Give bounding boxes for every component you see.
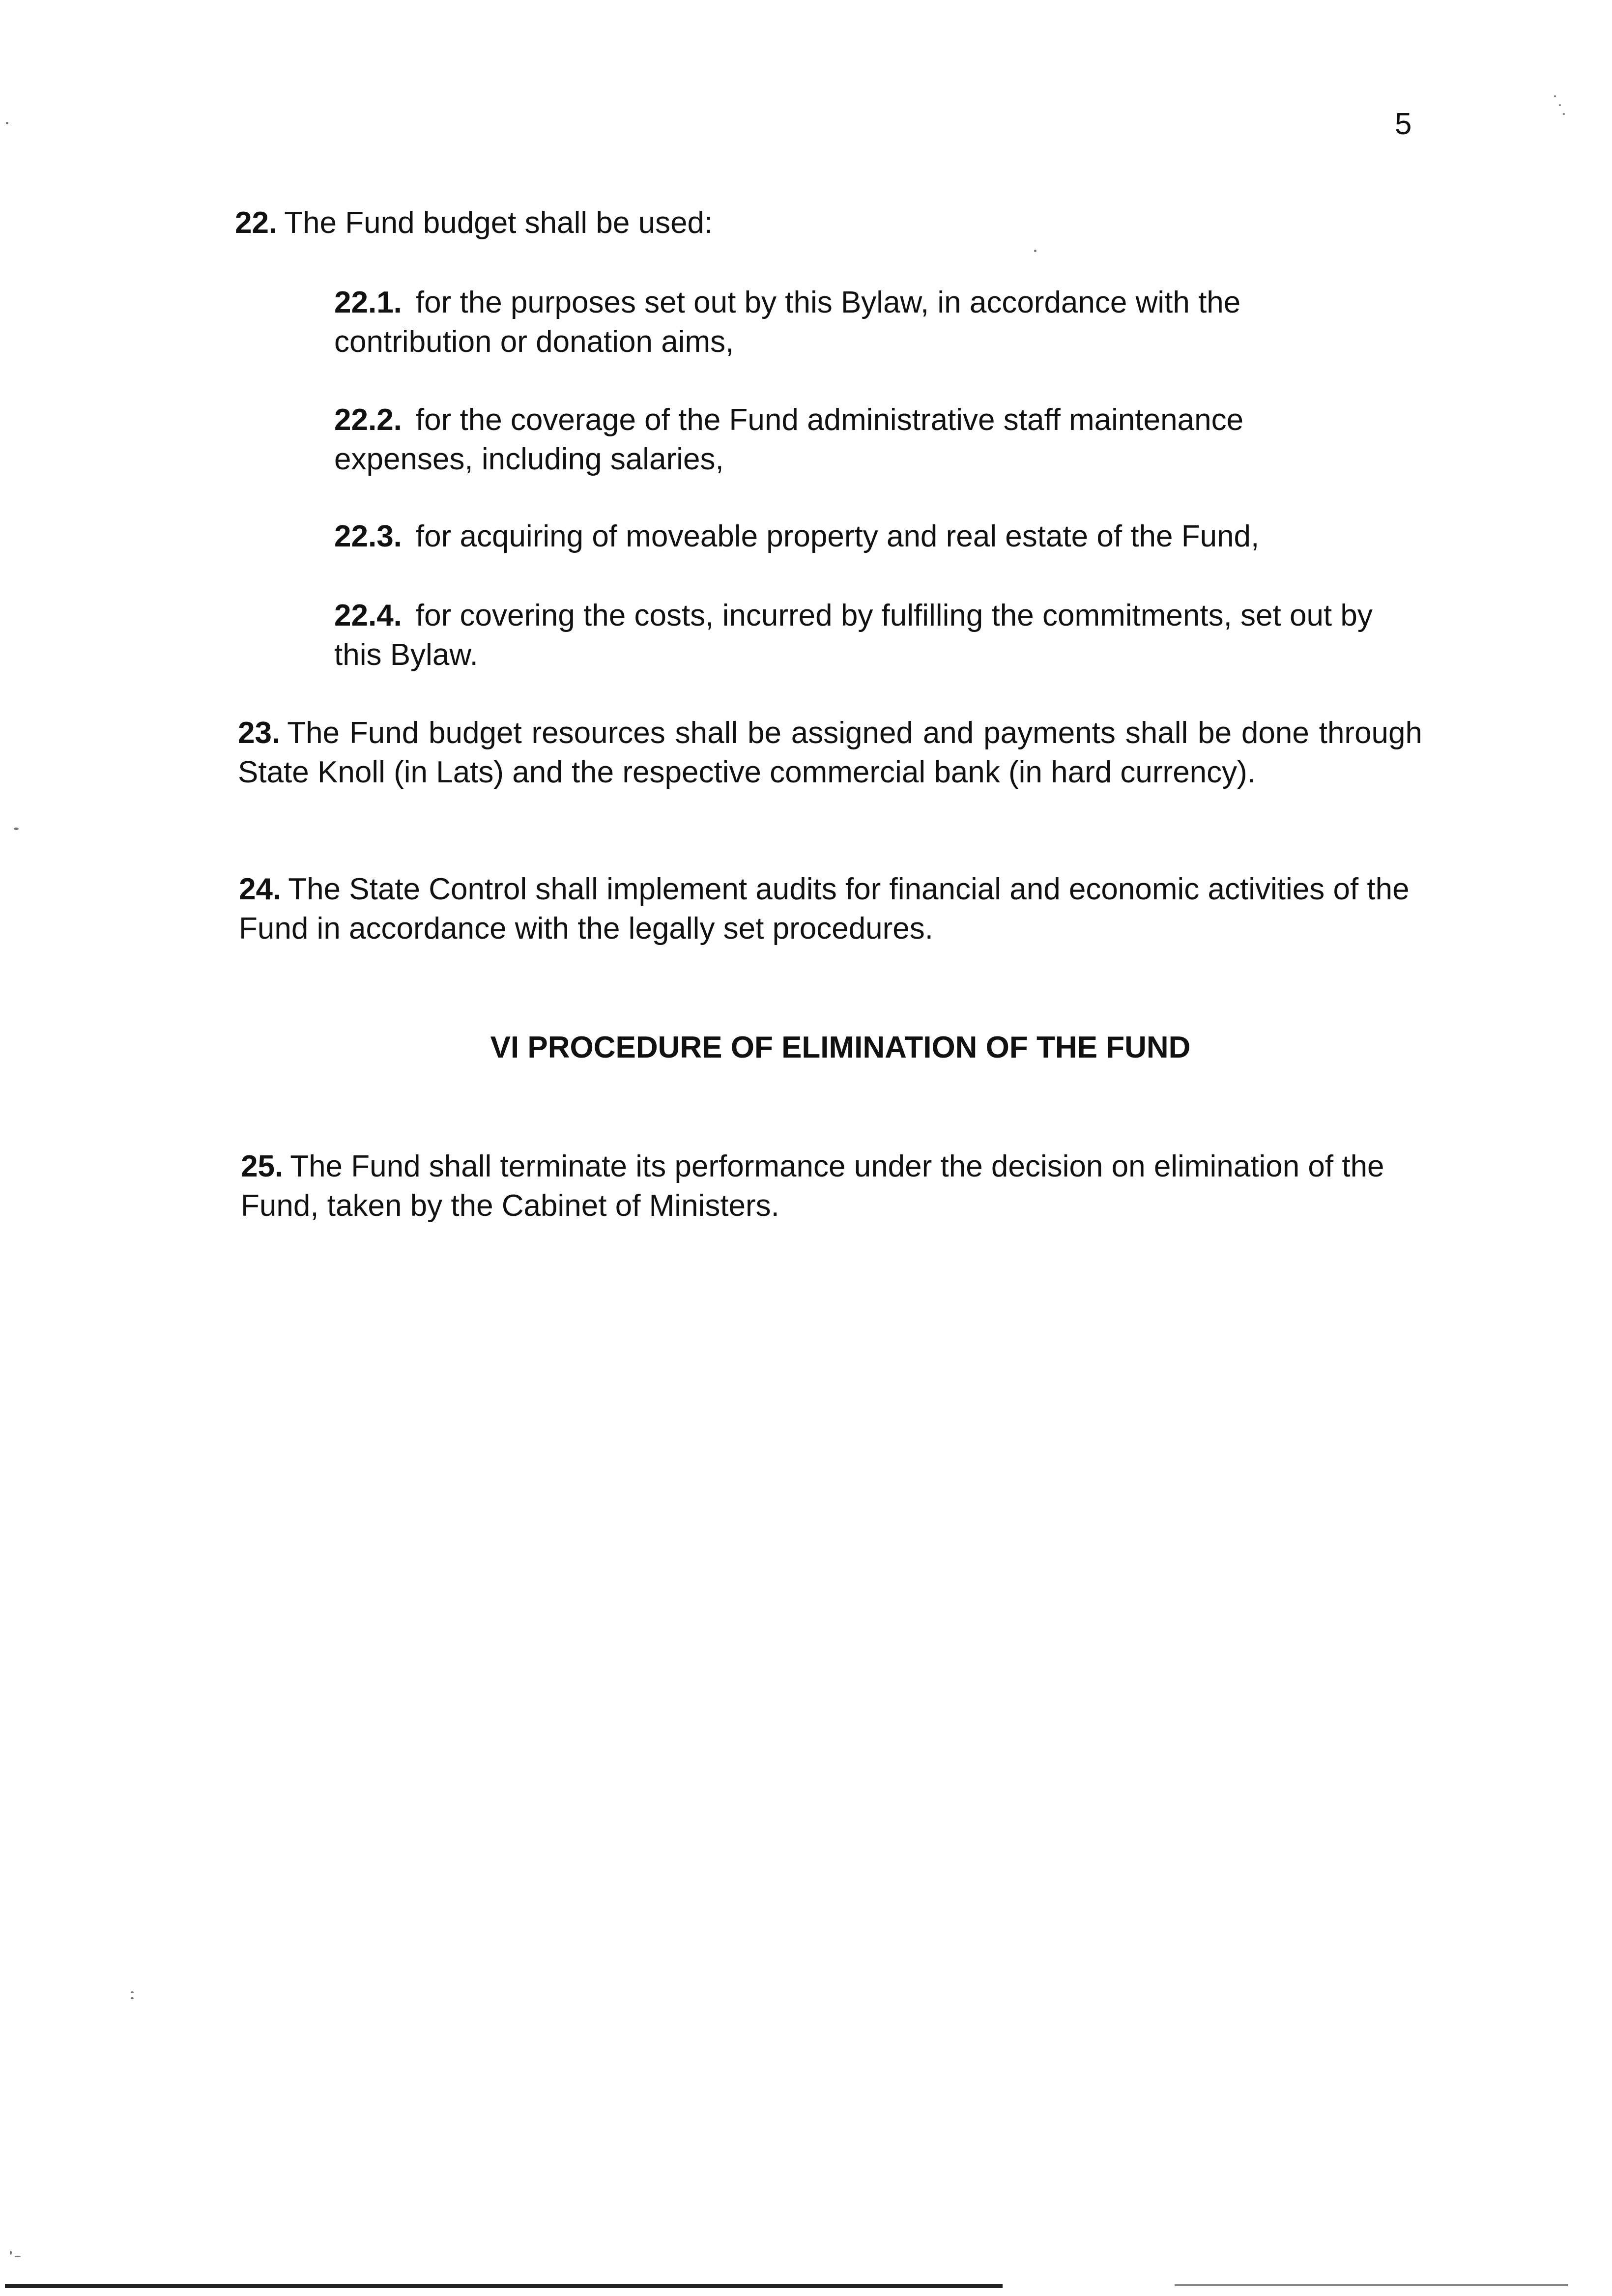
clause-number: 23. xyxy=(238,716,281,750)
subclause-text: for the purposes set out by this Bylaw, in accordance with the contribution or donation aims, xyxy=(334,286,1241,359)
section-heading-text: VI PROCEDURE OF ELIMINATION OF THE FUND xyxy=(490,1031,1191,1064)
subclause-text: for covering the costs, incurred by fulfilling the commitments, set out by this Bylaw. xyxy=(334,599,1373,672)
subclause-22-4 xyxy=(334,596,1406,675)
subclause-number: 22.4. xyxy=(334,599,402,632)
subclause-number: 22.3. xyxy=(334,519,402,553)
scan-edge-line xyxy=(1175,2284,1568,2286)
clause-number: 24. xyxy=(239,872,282,906)
page-number: 5 xyxy=(1395,107,1412,141)
scan-speck xyxy=(14,828,19,830)
clause-number: 22. xyxy=(235,206,278,240)
scan-speck xyxy=(1034,250,1036,252)
scan-speck xyxy=(10,2251,12,2255)
scan-speck xyxy=(6,122,8,124)
subclause-text: for acquiring of moveable property and real estate of the Fund, xyxy=(415,519,1260,553)
clause-23 xyxy=(238,714,1422,792)
subclause-text: for the coverage of the Fund administrative staff maintenance expenses, including salaries, xyxy=(334,403,1244,476)
section-heading xyxy=(0,1028,1612,1067)
clause-25 xyxy=(241,1147,1440,1226)
scan-speck xyxy=(131,1997,134,1999)
subclause-number: 22.1. xyxy=(334,286,402,319)
scan-edge-line xyxy=(5,2284,1003,2288)
clause-text: The Fund budget resources shall be assigned and payments shall be done through State Knoll (in Lats) and the respective commercial bank (in hard currency). xyxy=(238,716,1422,789)
subclause-22-3 xyxy=(334,517,1415,556)
clause-24 xyxy=(239,870,1438,948)
clause-text: The Fund budget shall be used: xyxy=(284,206,713,240)
subclause-number: 22.2. xyxy=(334,403,402,437)
subclause-22-1 xyxy=(334,283,1376,362)
clause-text: The Fund shall terminate its performance under the decision on elimination of the Fund, taken by the Cabinet of Ministers. xyxy=(241,1149,1384,1223)
scan-speck xyxy=(1559,104,1561,106)
scan-speck xyxy=(1563,113,1565,115)
clause-text: The State Control shall implement audits for financial and economic activities of the Fund in accordance with the legally set procedures. xyxy=(239,872,1410,946)
scan-speck xyxy=(15,2256,21,2257)
clause-number: 25. xyxy=(241,1149,284,1183)
subclause-22-2 xyxy=(334,401,1376,479)
scan-speck xyxy=(1554,95,1556,97)
scan-speck xyxy=(131,1991,134,1993)
clause-22 xyxy=(235,203,1434,243)
